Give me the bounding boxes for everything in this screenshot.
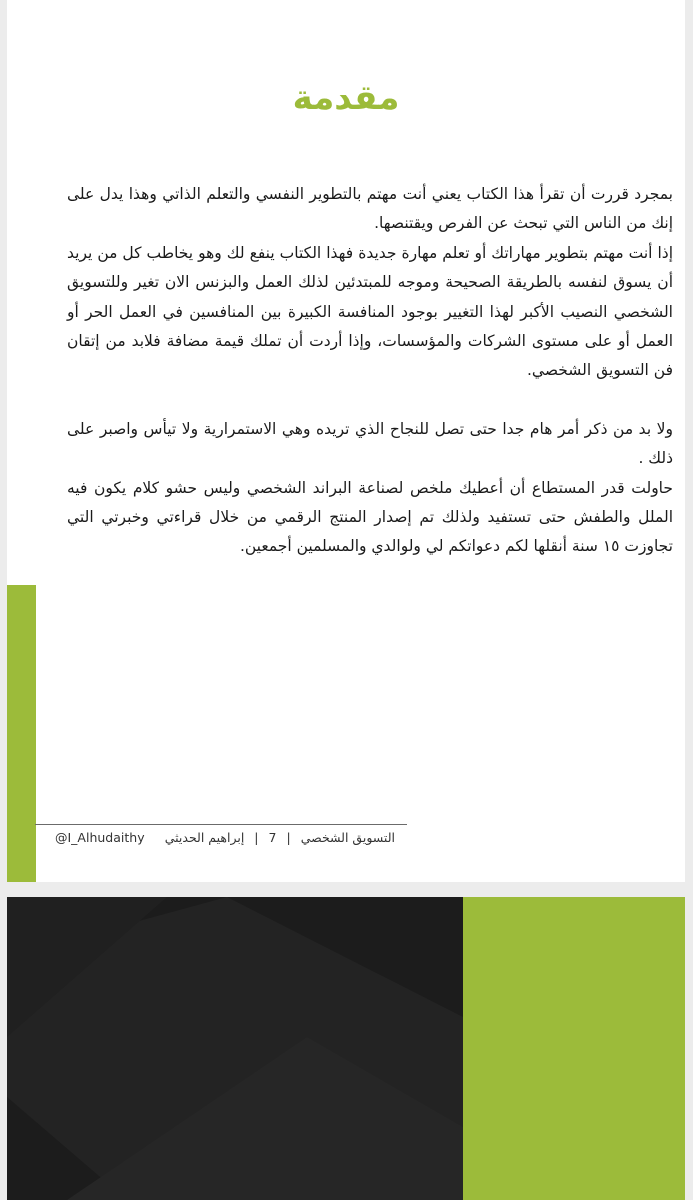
- page-footer: [55, 830, 395, 845]
- footer-info: [165, 830, 395, 845]
- background-pattern: [7, 897, 463, 1200]
- paragraph: ولا بد من ذكر أمر هام جدا حتى تصل للنجاح الذي تريده وهي الاستمرارية ولا تيأس واصبر على ذلك .: [67, 419, 673, 468]
- footer-author: إبراهيم الحديثي: [164, 830, 245, 845]
- book-page: [7, 0, 685, 882]
- paragraph: إذا أنت مهتم بتطوير مهاراتك أو تعلم مهارة جديدة فهذا الكتاب ينفع لك وهو يخاطب كل من يريد أن يسوق لنفسه بالطريقة الصحيحة وموجه للمبتدئين لذلك العمل والبزنس الان تغير وللتسويق الشخصي النصيب الأكبر لهذا التغيير بوجود المنافسة الكبيرة بين المنافسين في العمل الحر أو العمل أو على مستوى الشركات والمؤسسات، وإذا أردت أن تملك قيمة مضافة فلابد من إتقان فن التسويق الشخصي.: [67, 243, 673, 380]
- footer-book-title: التسويق الشخصي: [300, 830, 395, 845]
- next-page-preview: [7, 897, 685, 1200]
- footer-separator: |: [286, 830, 291, 845]
- green-panel: [463, 897, 685, 1200]
- body-text: [67, 180, 673, 562]
- footer-divider: [35, 824, 407, 825]
- page-title: مقدمة: [292, 78, 400, 118]
- footer-separator: |: [254, 830, 259, 845]
- paragraph: حاولت قدر المستطاع أن أعطيك ملخص لصناعة البراند الشخصي وليس حشو كلام يكون فيه الملل والطفش حتى تستفيد ولذلك تم إصدار المنتج الرقمي من خلال قراءتي وخبرتي التي تجاوزت ١٥ سنة أنقلها لكم دعواتكم لي ولوالدي والمسلمين أجمعين.: [67, 478, 673, 556]
- green-accent-bar: [7, 585, 36, 882]
- paragraph: بمجرد قررت أن تقرأ هذا الكتاب يعني أنت مهتم بالتطوير النفسي والتعلم الذاتي وهذا يدل على إنك من الناس التي تبحث عن الفرص ويقتنصها.: [67, 185, 673, 233]
- footer-handle: @I_Alhudaithy: [55, 830, 145, 845]
- footer-page-number: 7: [268, 830, 277, 845]
